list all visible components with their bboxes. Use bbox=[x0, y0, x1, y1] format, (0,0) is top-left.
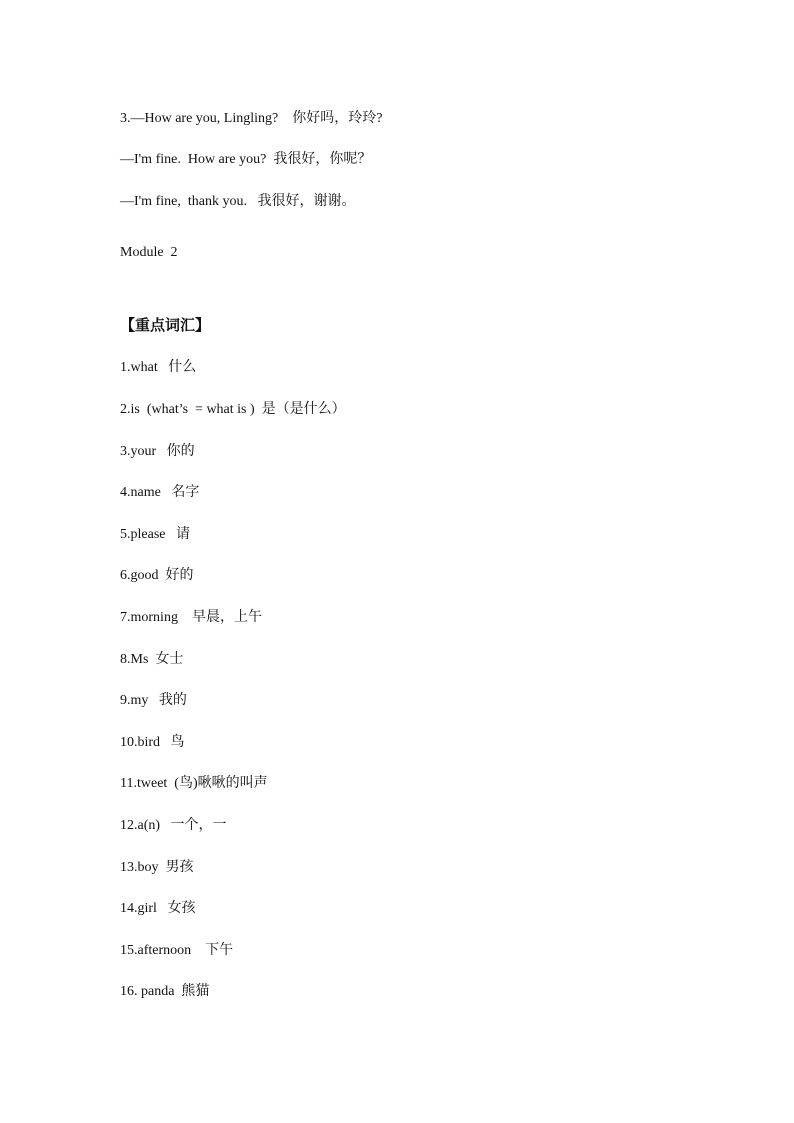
vocab-item-5: 5.please 请 bbox=[120, 527, 190, 542]
vocab-item-15: 15.afternoon 下午 bbox=[120, 943, 234, 958]
section-heading: 【重点词汇】 bbox=[120, 318, 211, 334]
vocab-item-16: 16. panda 熊猫 bbox=[120, 984, 210, 999]
vocab-item-13: 13.boy 男孩 bbox=[120, 860, 194, 875]
vocab-item-4: 4.name 名字 bbox=[120, 485, 200, 500]
vocab-item-9: 9.my 我的 bbox=[120, 693, 187, 708]
vocab-item-7: 7.morning 早晨，上午 bbox=[120, 610, 262, 625]
module-title: Module 2 bbox=[120, 245, 178, 260]
dialogue-line-3: —I'm fine, thank you. 我很好，谢谢。 bbox=[120, 194, 356, 209]
vocab-item-8: 8.Ms 女士 bbox=[120, 652, 184, 667]
vocab-item-12: 12.a(n) 一个，一 bbox=[120, 818, 227, 833]
vocab-item-1: 1.what 什么 bbox=[120, 360, 197, 375]
vocab-item-6: 6.good 好的 bbox=[120, 568, 194, 583]
dialogue-line-1: 3.—How are you, Lingling? 你好吗，玲玲? bbox=[120, 111, 383, 126]
vocab-item-10: 10.bird 鸟 bbox=[120, 735, 185, 750]
dialogue-line-2: —I'm fine. How are you? 我很好，你呢？ bbox=[120, 152, 372, 167]
vocab-item-3: 3.your 你的 bbox=[120, 444, 195, 459]
vocab-item-14: 14.girl 女孩 bbox=[120, 901, 196, 916]
vocab-item-11: 11.tweet (鸟)啾啾的叫声 bbox=[120, 776, 268, 791]
vocab-item-2: 2.is (what’s = what is ) 是（是什么） bbox=[120, 402, 346, 417]
